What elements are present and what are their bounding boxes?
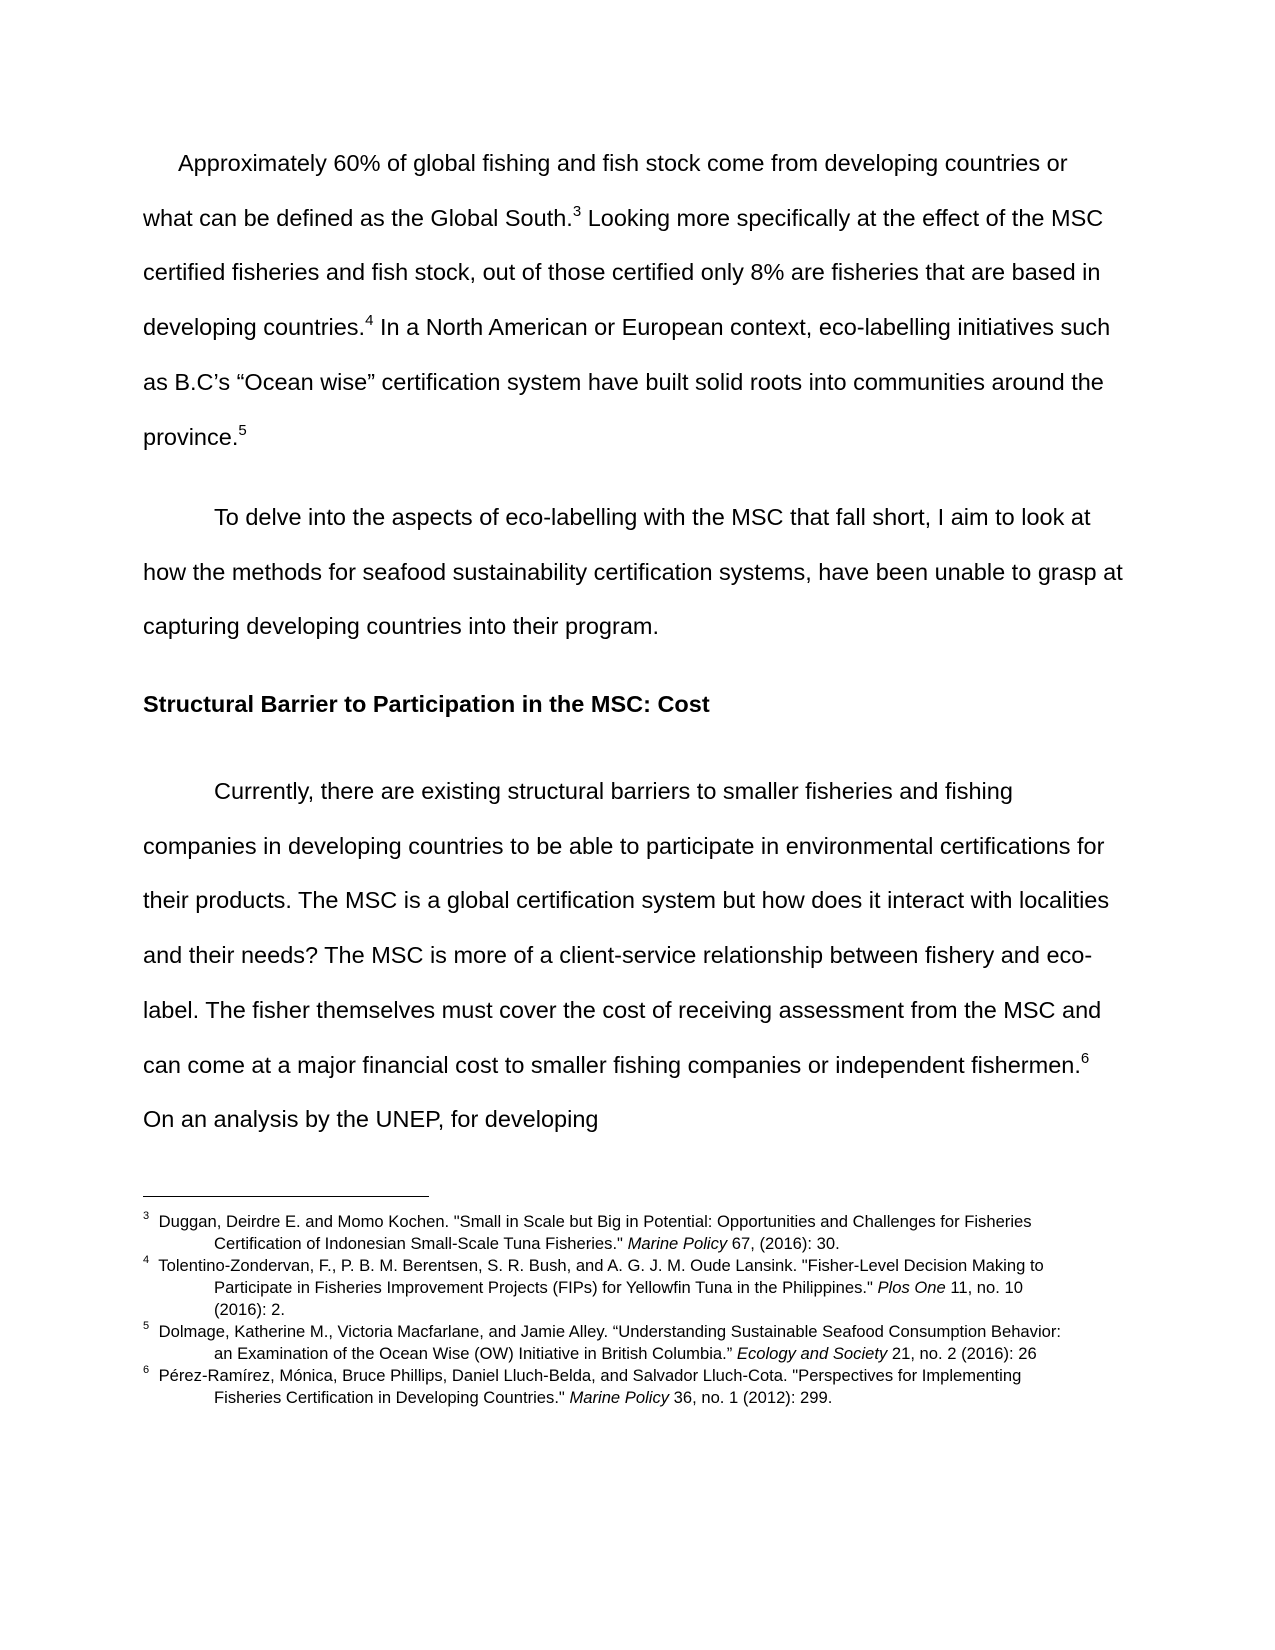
footnote-5: $^5$ Dolmage, Katherine M., Victoria Macfarlane, and Jamie Alley. “Understanding Sustainable Seafood Consumption Behavior: an Examination of the Ocean Wise (OW) Initiative in British Columbia.” Ecology and Society 21, no. 2 (2016): 26	[143, 1320, 1062, 1363]
footnote-text: Pérez-Ramírez, Mónica, Bruce Phillips, Daniel Lluch-Belda, and Salvador Lluch-Cota. "Perspectives for Implementing Fisheries Certification in Developing Countries."	[154, 1366, 1022, 1407]
footnote-ref-5[interactable]: 5	[238, 421, 247, 439]
footnote-ref-6[interactable]: 6	[1080, 1049, 1090, 1067]
footnote-citation: 11, no. 10 (2016): 2.	[214, 1278, 1023, 1319]
footnote-citation: 36, no. 1 (2012): 299.	[669, 1388, 833, 1407]
paragraph-3-text-b: On an analysis by the UNEP, for developing	[143, 1106, 599, 1133]
paragraph-3-text-a: Currently, there are existing structural barriers to smaller fisheries and fishing companies in developing countries to be able to participate in environmental certifications for their products. The MSC is a global certification system but how does it interact with localities and their needs? The MSC is more of a client-service relationship between fishery and eco-label. The fisher themselves must cover the cost of receiving assessment from the MSC and can come at a major financial cost to smaller fishing companies or independent fishermen.	[143, 778, 1110, 1078]
footnote-text: Tolentino-Zondervan, F., P. B. M. Berentsen, S. R. Bush, and A. G. J. M. Oude Lansink. "Fisher-Level Decision Making to Participate in Fisheries Improvement Projects (FIPs) for Yellowfin Tuna in the Philippines."	[154, 1256, 1044, 1297]
section-heading: Structural Barrier to Participation in the MSC: Cost	[143, 691, 710, 717]
footnote-ref-4[interactable]: 4	[365, 312, 374, 330]
paragraph-2	[143, 490, 1123, 654]
paragraph-1	[143, 136, 1123, 464]
footnotes	[143, 1211, 1073, 1409]
footnote-4: $^4$ Tolentino-Zondervan, F., P. B. M. Berentsen, S. R. Bush, and A. G. J. M. Oude Lansink. "Fisher-Level Decision Making to Participate in Fisheries Improvement Projects (FIPs) for Yellowfin Tuna in the Philippines." Plos One 11, no. 10 (2016): 2.	[143, 1254, 1044, 1319]
footnote-text: Duggan, Deirdre E. and Momo Kochen. "Small in Scale but Big in Potential: Opportunities and Challenges for Fisheries Certification of Indonesian Small-Scale Tuna Fisheries."	[154, 1212, 1032, 1253]
paragraph-1-text-a: Approximately 60% of global fishing and fish stock come from developing countries or what can be defined as the Global South.	[143, 150, 1068, 231]
paragraph-1-text-c: In a North American or European context, eco-labelling initiatives such as B.C’s “Ocean wise” certification system have built solid roots into communities around the province.	[143, 314, 1111, 450]
footnote-journal: Marine Policy	[569, 1388, 670, 1407]
footnote-journal: Plos One	[877, 1278, 946, 1297]
paragraph-3	[143, 764, 1123, 1147]
footnote-citation: 21, no. 2 (2016): 26	[887, 1344, 1037, 1363]
footnote-separator	[143, 1196, 429, 1197]
footnote-journal: Marine Policy	[627, 1234, 728, 1253]
footnote-3: $^3$ Duggan, Deirdre E. and Momo Kochen. "Small in Scale but Big in Potential: Opportunities and Challenges for Fisheries Certification of Indonesian Small-Scale Tuna Fisheries." Marine Policy 67, (2016): 30.	[143, 1210, 1032, 1253]
footnote-ref-3[interactable]: 3	[572, 202, 582, 220]
paragraph-1-text-b: Looking more specifically at the effect of the MSC certified fisheries and fish stock, out of those certified only 8% are fisheries that are based in developing countries.	[143, 204, 1104, 341]
footnote-journal: Ecology and Society	[736, 1344, 888, 1363]
footnote-citation: 67, (2016): 30.	[727, 1234, 840, 1253]
footnote-6: $^6$ Pérez-Ramírez, Mónica, Bruce Phillips, Daniel Lluch-Belda, and Salvador Lluch-Cota. "Perspectives for Implementing Fisheries Certification in Developing Countries." Marine Policy 36, no. 1 (2012): 299.	[143, 1364, 1022, 1407]
footnote-text: Dolmage, Katherine M., Victoria Macfarlane, and Jamie Alley. “Understanding Sustainable Seafood Consumption Behavior: an Examination of the Ocean Wise (OW) Initiative in British Columbia.”	[154, 1322, 1062, 1363]
paragraph-2-text: To delve into the aspects of eco-labelling with the MSC that fall short, I aim to look at how the methods for seafood sustainability certification systems, have been unable to grasp at capturing developing countries into their program.	[143, 504, 1123, 640]
